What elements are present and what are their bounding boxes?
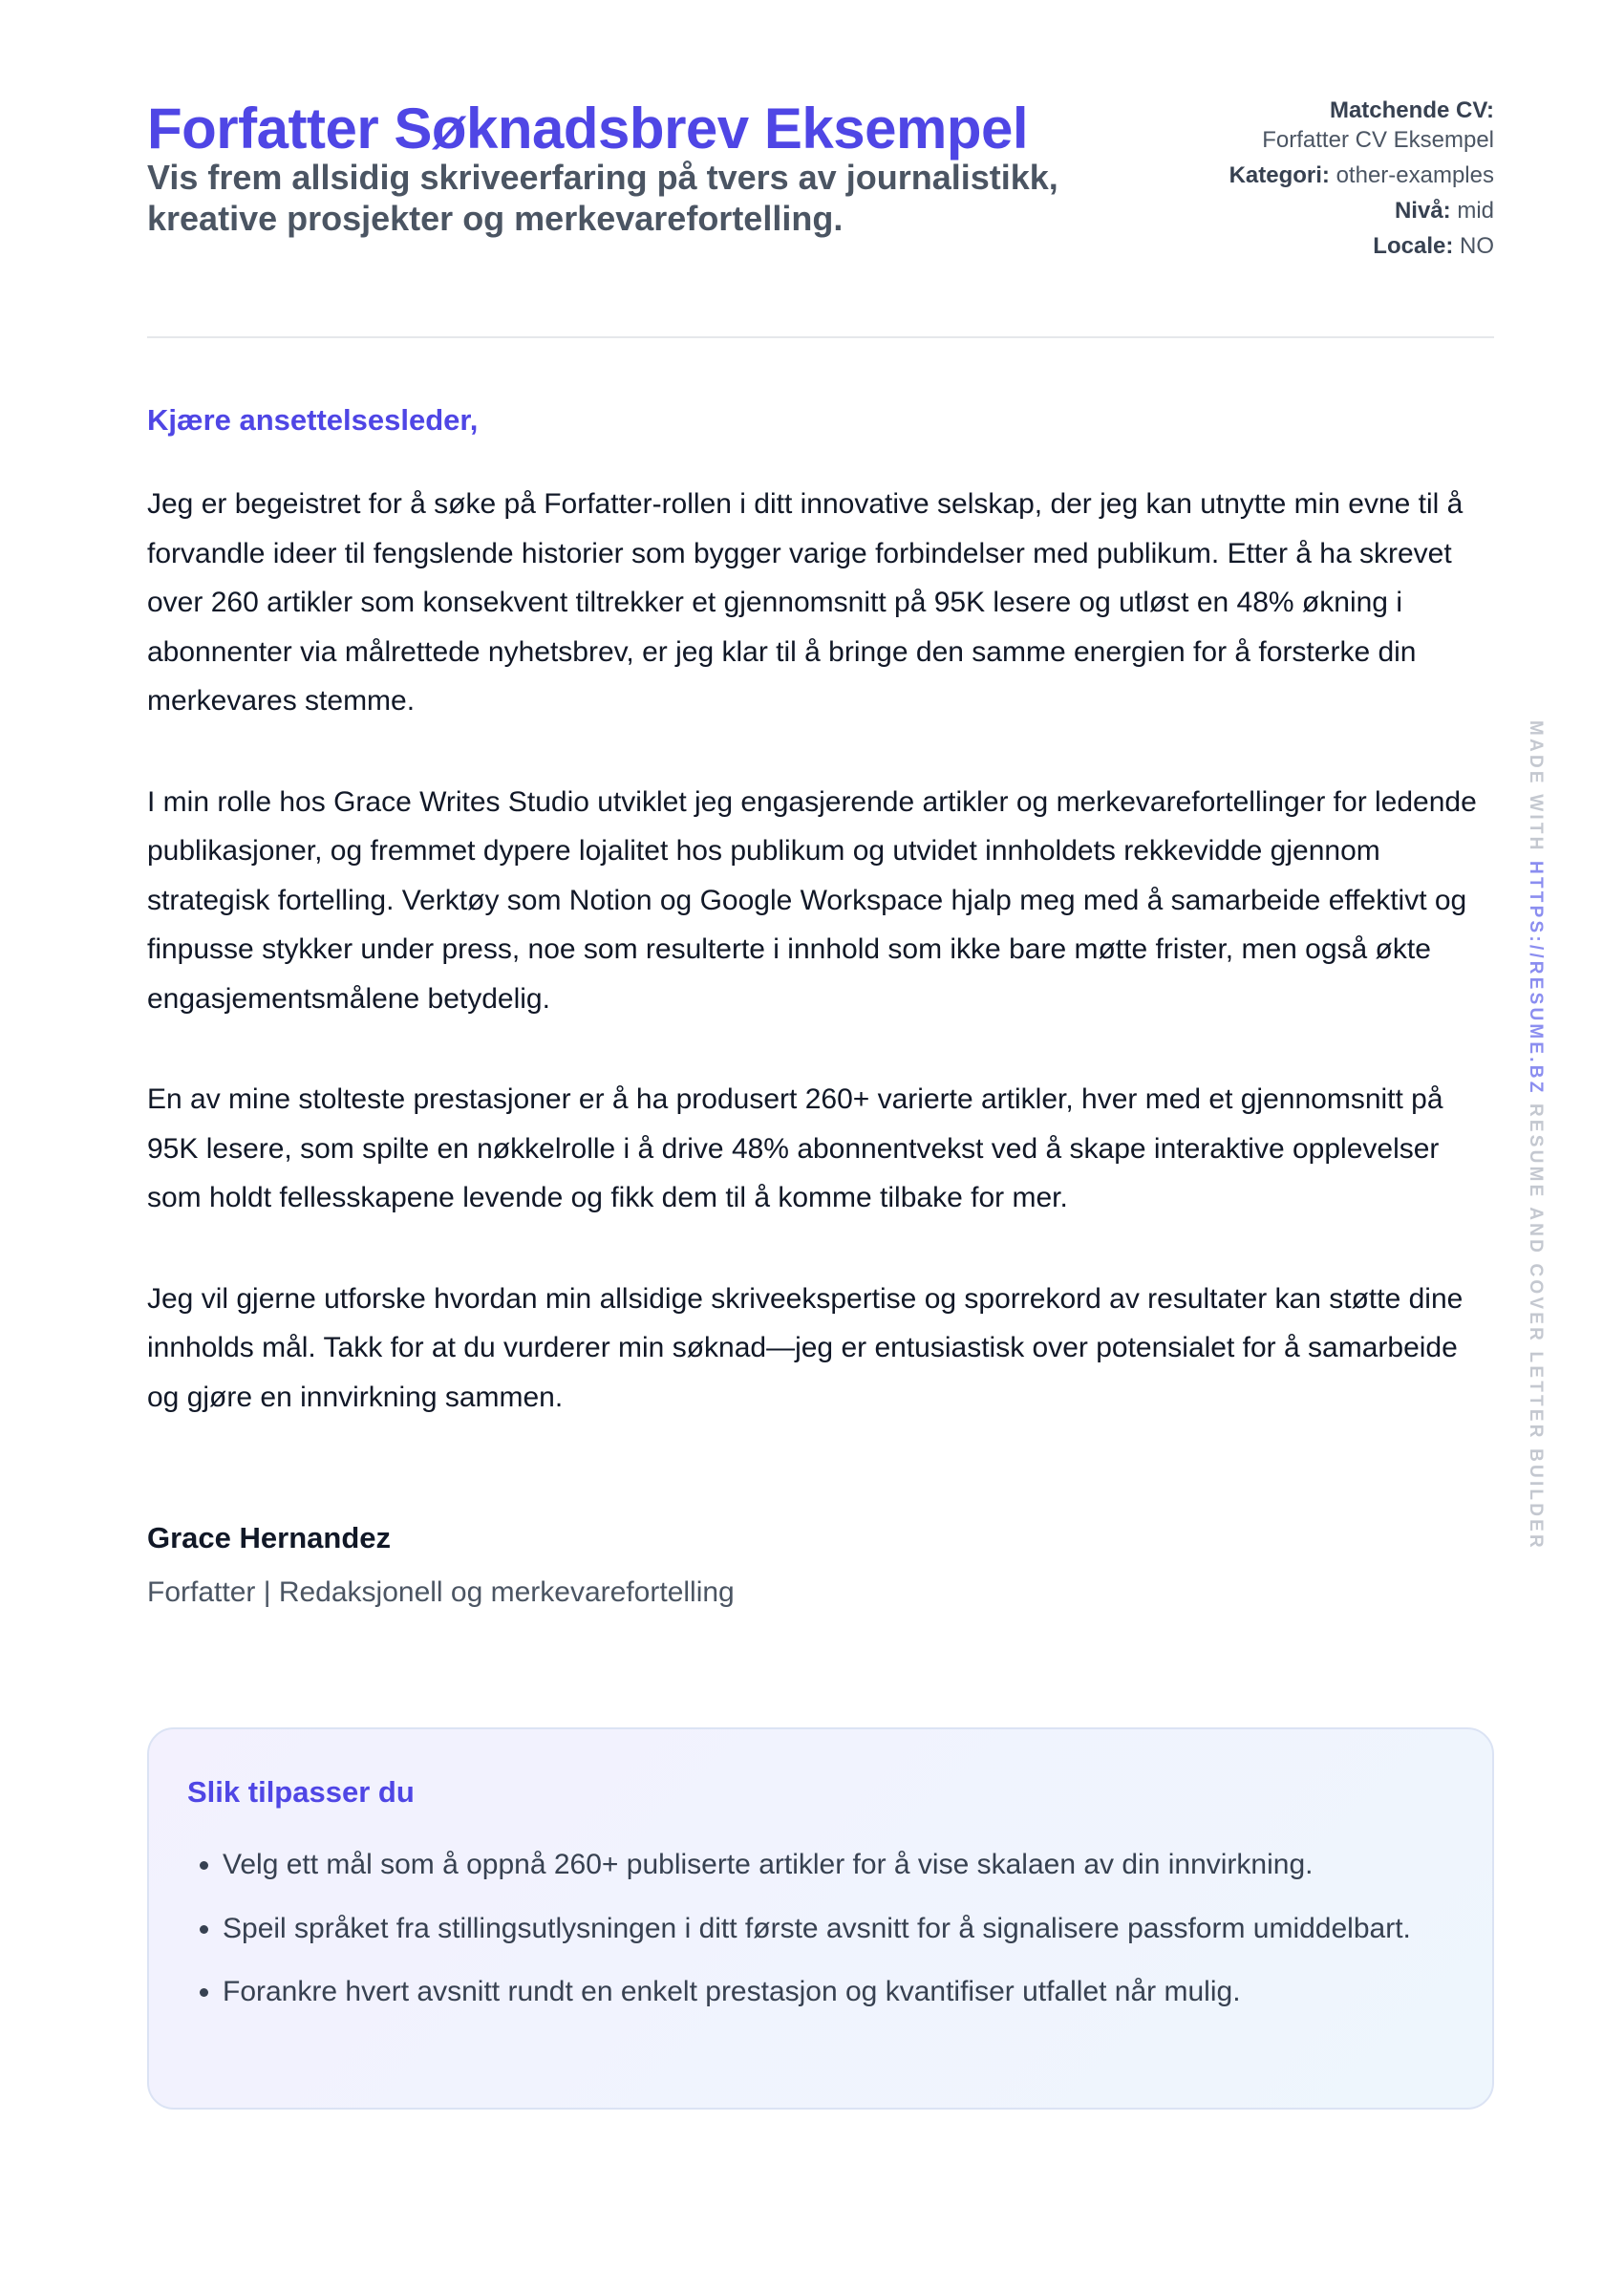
meta-matching-cv-value: Forfatter CV Eksempel	[1262, 127, 1494, 153]
list-item: • Speil språket fra stillingsutlysningen i ditt første avsnitt for å signalisere passform umiddelbart.	[223, 1904, 1454, 1954]
meta-level-value: mid	[1457, 198, 1494, 224]
paragraph-intro: Jeg er begeistret for å søke på Forfatter-rollen i ditt innovative selskap, der jeg kan utnytte min evne til å forvandle ideer til fengslende historier som bygger varige forbindelser med publikum. Etter å ha skrevet over 260 artikler som konsekvent tiltrekker et gjennomsnitt på 95K lesere og utløst en 48% økning i abonnenter via målrettede nyhetsbrev, er jeg klar til å bringe den samme energien for å forsterke din merkevares stemme.	[147, 488, 1464, 717]
header	[147, 96, 1494, 338]
tips-title: Slik tilpasser du	[187, 1775, 415, 1809]
meta-level-label: Nivå:	[1394, 198, 1451, 224]
meta-matching-cv	[1188, 96, 1494, 155]
paragraph-closing: Jeg vil gjerne utforske hvordan min allsidige skriveekspertise og sporrekord av resultater kan støtte dine innholds mål. Takk for at du vurderer min søknad—jeg er entusiastisk over potensialet for å samarbeide og gjøre en innvirkning sammen.	[147, 1282, 1464, 1413]
meta-locale	[1188, 231, 1494, 261]
page-title: Forfatter Søknadsbrev Eksempel	[147, 96, 1029, 161]
meta-matching-cv-label: Matchende CV:	[1329, 97, 1494, 123]
meta-level	[1188, 196, 1494, 225]
credit-prefix: MADE WITH	[1526, 720, 1546, 853]
letter-body	[147, 480, 1494, 1473]
list-item: • Velg ett mål som å oppnå 260+ publiserte artikler for å vise skalaen av din innvirkning.	[223, 1840, 1454, 1890]
meta-category-value: other-examples	[1336, 162, 1494, 188]
side-credit	[1525, 720, 1546, 1551]
tips-list	[187, 1840, 1454, 2017]
tips-box	[147, 1727, 1494, 2110]
credit-suffix: RESUME AND COVER LETTER BUILDER	[1526, 1104, 1546, 1551]
meta-category-label: Kategori:	[1229, 162, 1330, 188]
meta-locale-value: NO	[1460, 233, 1494, 259]
meta-panel	[1188, 96, 1494, 267]
page-subtitle: Vis frem allsidig skriveerfaring på tvers av journalistikk, kreative prosjekter og merkevarefortelling.	[147, 158, 1058, 238]
salutation: Kjære ansettelsesleder,	[147, 403, 479, 437]
paragraph-experience: I min rolle hos Grace Writes Studio utviklet jeg engasjerende artikler og merkevarefortellinger for ledende publikasjoner, og fremmet dypere lojalitet hos publikum og utvidet innholdets rekkevidde gjennom strategisk fortelling. Verktøy som Notion og Google Workspace hjalp meg med å samarbeide effektivt og finpusse stykker under press, noe som resulterte i innhold som ikke bare møtte frister, men også økte engasjementsmålene betydelig.	[147, 785, 1477, 1015]
meta-locale-label: Locale:	[1373, 233, 1454, 259]
list-item: • Forankre hvert avsnitt rundt en enkelt prestasjon og kvantifiser utfallet når mulig.	[223, 1967, 1454, 2017]
credit-url-link[interactable]: HTTPS://RESUME.BZ	[1526, 861, 1546, 1096]
meta-category	[1188, 161, 1494, 190]
signature	[147, 1519, 735, 1612]
signature-title: Forfatter | Redaksjonell og merkevarefortelling	[147, 1576, 735, 1608]
cover-letter-page	[147, 96, 1494, 2007]
paragraph-achievement: En av mine stolteste prestasjoner er å ha produsert 260+ varierte artikler, hver med et gjennomsnitt på 95K lesere, som spilte en nøkkelrolle i å drive 48% abonnentvekst ved å skape interaktive opplevelser som holdt fellesskapene levende og fikk dem til å komme tilbake for mer.	[147, 1083, 1443, 1213]
signature-name: Grace Hernandez	[147, 1521, 391, 1554]
